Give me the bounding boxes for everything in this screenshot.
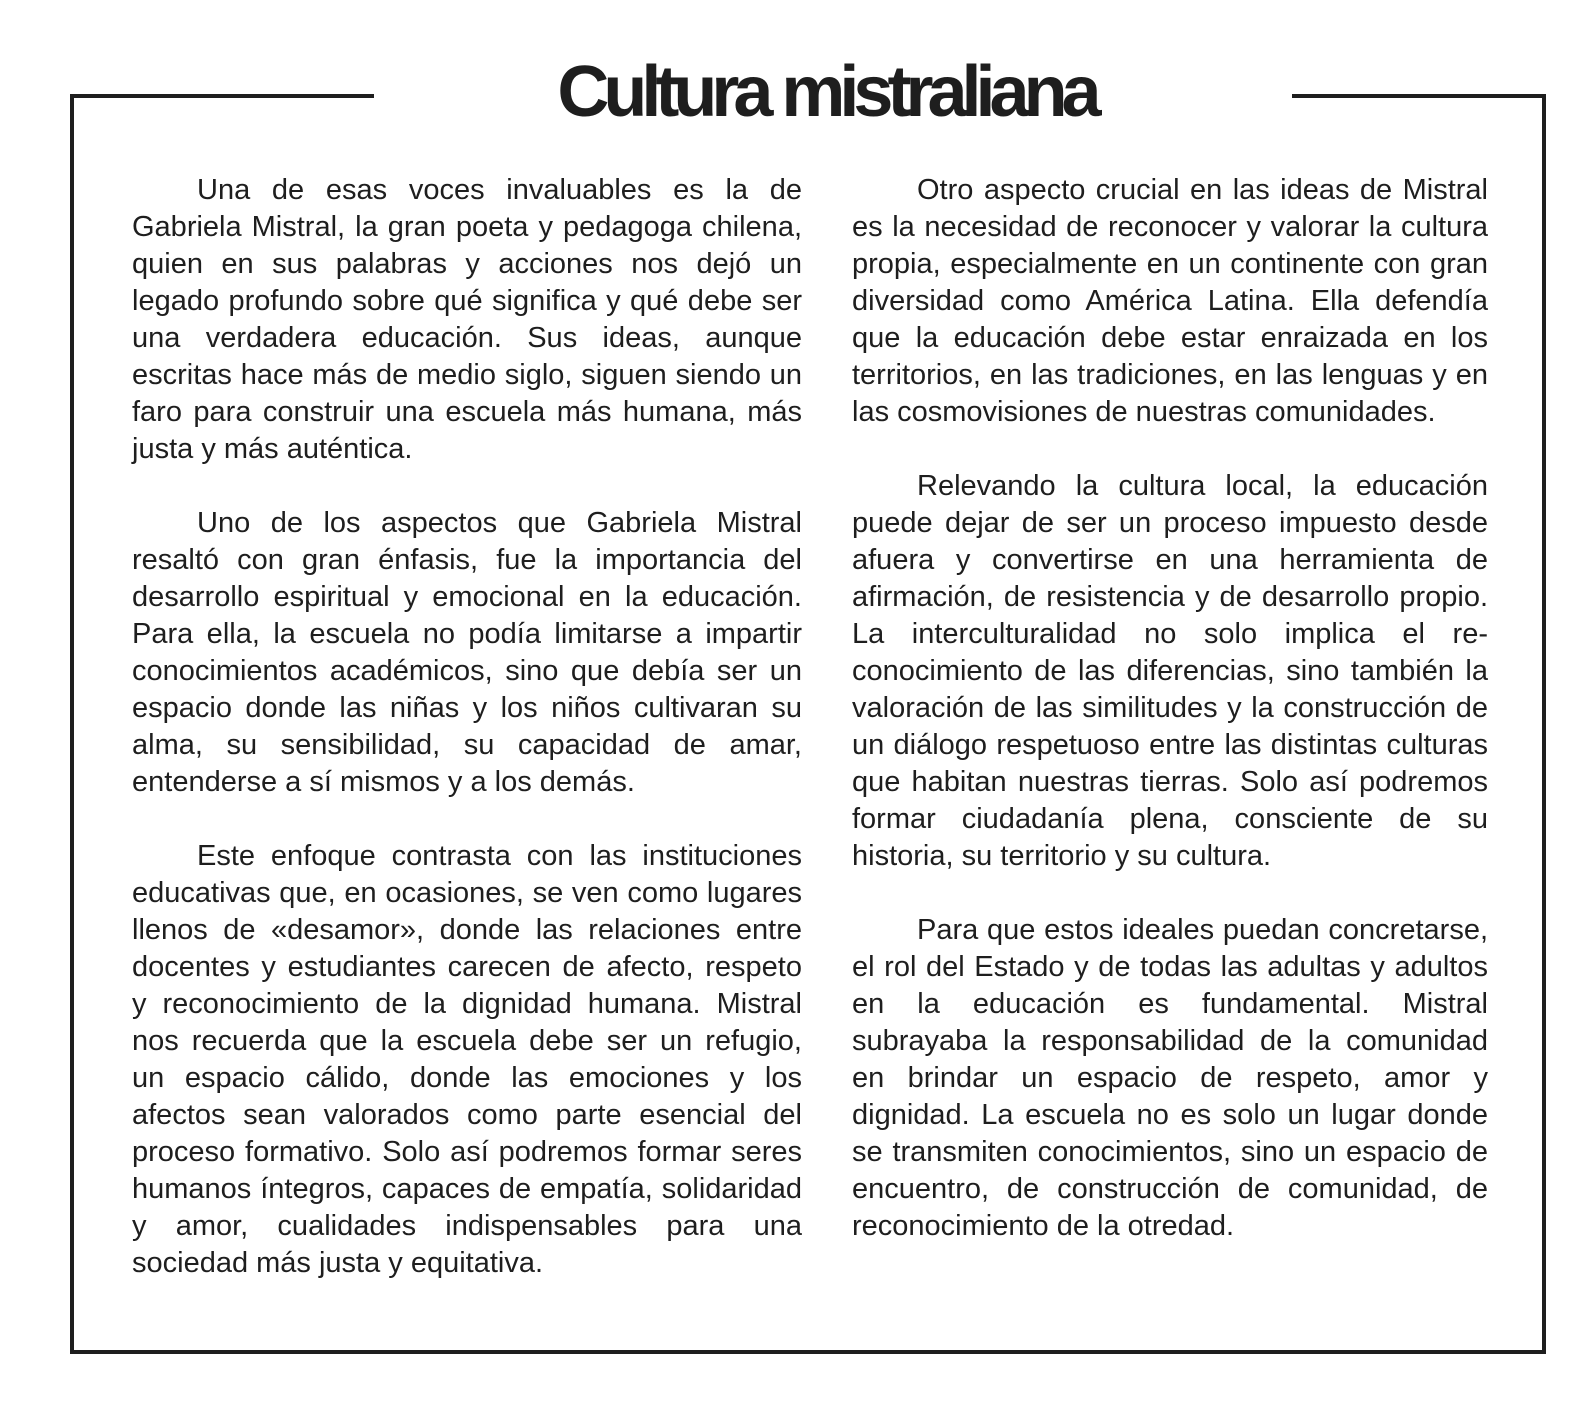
paragraph: Relevando la cultura local, la educación puede dejar de ser un proceso impuesto desde afuera y convertirse en una herramienta de afirmación, de resistencia y de desarrollo propio. La interculturalidad no solo implica el reconocimiento de las diferencias, sino también la valoración de las similitudes y la construcción de un diálogo respetuoso entre las distintas culturas que habitan nuestras tierras. Solo así podremos formar ciudadanía plena, consciente de su historia, su territorio y su cultura. <box>852 470 1488 872</box>
right-column <box>852 172 1488 1245</box>
article-title: Cultura mistraliana <box>557 52 1096 132</box>
left-column <box>132 172 802 1282</box>
paragraph: Para que estos ideales puedan concretarse, el rol del Estado y de todas las adultas y adultos en la educación es fundamental. Mistral subrayaba la responsabilidad de la comunidad en brindar un espacio de respeto, amor y dignidad. La escuela no es solo un lugar donde se transmiten conocimientos, sino un espacio de encuentro, de construcción de comunidad, de reconocimiento de la otredad. <box>852 914 1488 1242</box>
paragraph: Uno de los aspectos que Gabriela Mistral resaltó con gran énfasis, fue la importancia del desarrollo espiritual y emocional en la educación. Para ella, la escuela no podía limitarse a impartir conocimientos académicos, sino que debía ser un espacio donde las niñas y los niños cultivaran su alma, su sensibilidad, su capacidad de amar, entenderse a sí mismos y a los demás. <box>132 507 802 798</box>
paragraph: Este enfoque contrasta con las instituciones educativas que, en ocasiones, se ven como lugares llenos de «desamor», donde las relaciones entre docentes y estudiantes carecen de afecto, respeto y reconocimiento de la dignidad humana. Mistral nos recuerda que la escuela debe ser un refugio, un espacio cálido, donde las emociones y los afectos sean valorados como parte esencial del proceso formativo. Solo así podremos formar seres humanos íntegros, capaces de empatía, solidaridad y amor, cualidades indispensables para una sociedad más justa y equitativa. <box>132 840 802 1279</box>
paragraph: Una de esas voces invaluables es la de Gabriela Mistral, la gran poeta y pedagoga chilena, quien en sus palabras y acciones nos dejó un legado profundo sobre qué significa y qué debe ser una verdadera educación. Sus ideas, aunque escritas hace más de medio siglo, siguen siendo un faro para construir una escuela más humana, más justa y más auténtica. <box>132 174 802 465</box>
paragraph: Otro aspecto crucial en las ideas de Mistral es la necesidad de reconocer y valorar la cultura propia, especialmente en un continente con gran diversidad como América Latina. Ella defendía que la educación debe estar enraizada en los territorios, en las tradiciones, en las lenguas y en las cosmovisiones de nuestras comunidades. <box>852 174 1488 428</box>
